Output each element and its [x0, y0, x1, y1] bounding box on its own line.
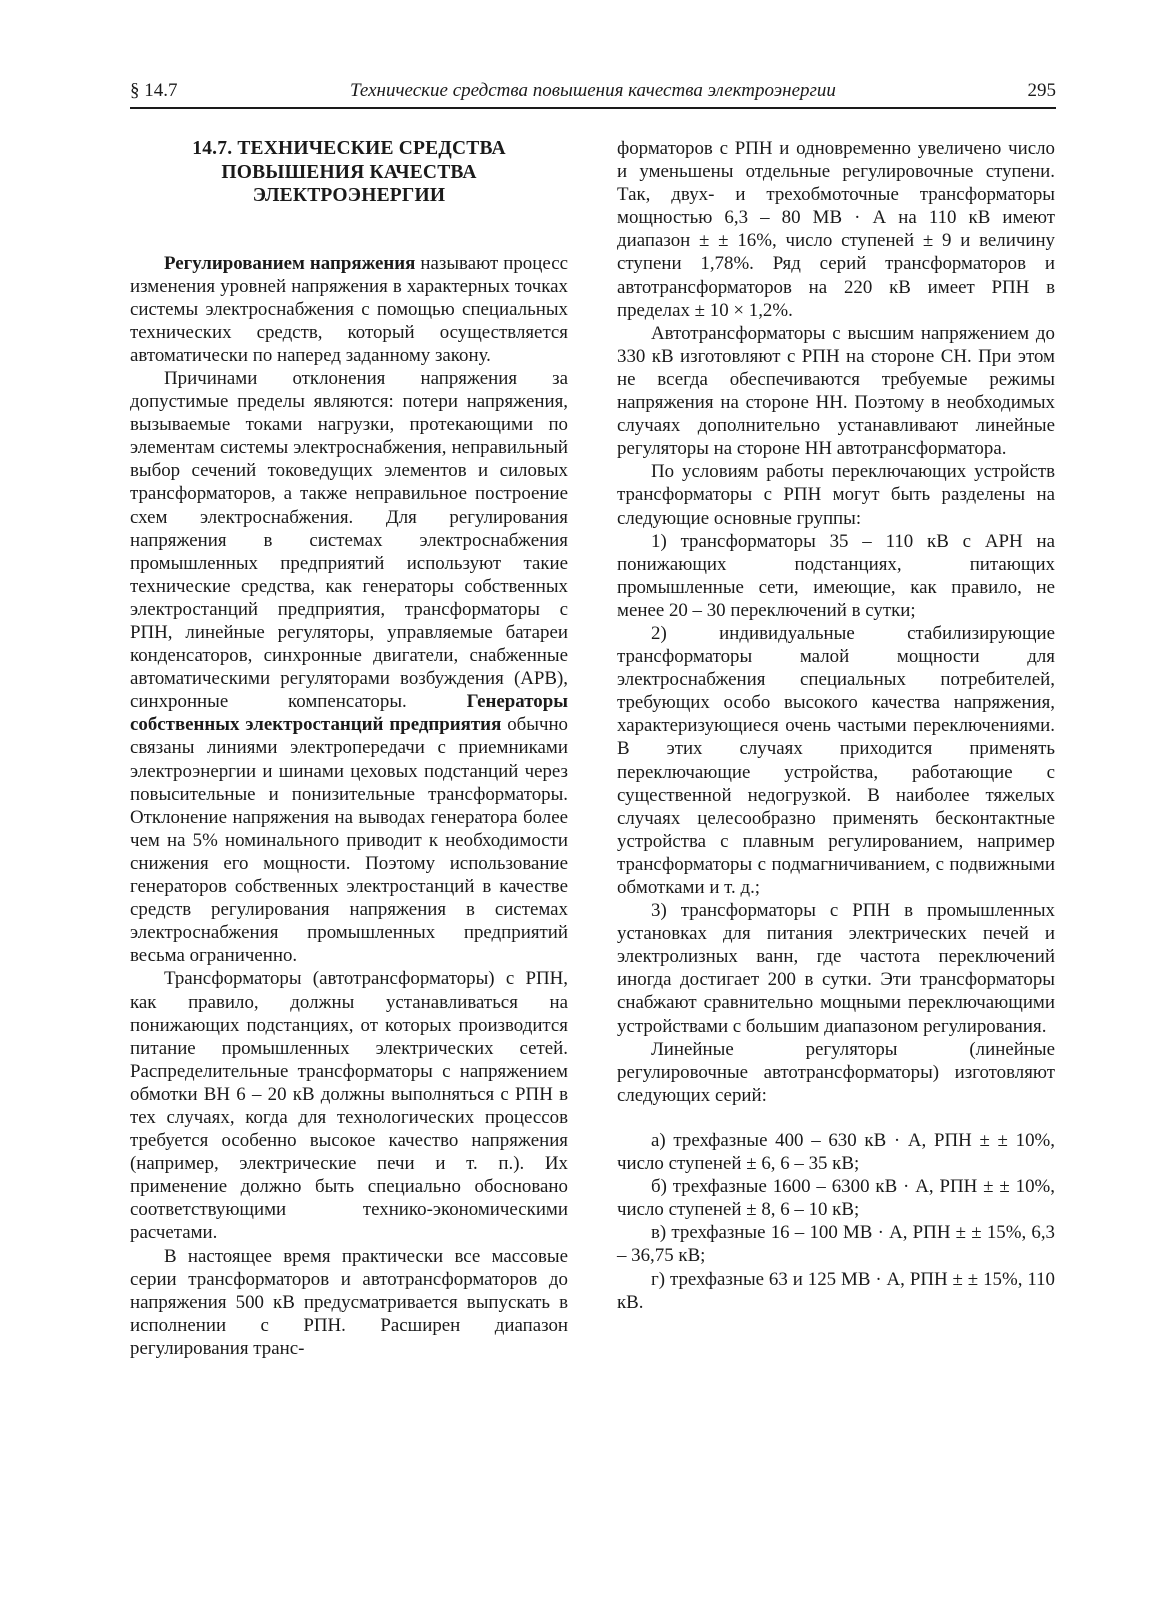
paragraph: Автотрансформаторы с высшим напряжением до 330 кВ изготовляют с РПН на стороне СН. При этом не всегда обеспечиваются требуемые режимы напряжения на стороне НН. Поэтому в необходимых случаях дополнительно устанавливают линейные регуляторы на стороне НН автотрансформатора. — [617, 322, 1055, 460]
paragraph-text: называют процесс изменения уровней напряжения в характерных точках системы электроснабжения с помощью специальных технических средств, который осуществляется автоматически по наперед заданному закону. — [130, 252, 568, 366]
series-list — [617, 1129, 1055, 1314]
paragraph-text: Причинами отклонения напряжения за допустимые пределы являются: потери напряжения, вызываемые токами нагрузки, протекающими по элементам системы электроснабжения, неправильный выбор сечений токоведущих элементов и силовых трансформаторов, а также неправильное построение схем электроснабжения. Для регулирования напряжения в системах электроснабжения промышленных предприятий используют такие технические средства, как генераторы собственных электростанций предприятия, трансформаторы с РПН, линейные регуляторы, управляемые батареи конденсаторов, синхронные двигатели, снабженные автоматическими регуляторами возбуждения (АРВ), синхронные компенсаторы. — [130, 367, 568, 713]
series-item: б) трехфазные 1600 – 6300 кВ · А, РПН ± ± 10%, число ступеней ± 8, 6 – 10 кВ; — [617, 1176, 1055, 1221]
defined-term: Регулированием напряжения — [164, 252, 416, 274]
paragraph-continued: форматоров с РПН и одновременно увеличено число и уменьшены отдельные регулировочные ступени. Так, двух- и трехобмоточные трансформаторы мощностью 6,3 – 80 МВ · А на 110 кВ имеют диапазон ± ± 16%, число ступеней ± 9 и величину ступени 1,78%. Ряд серий трансформаторов и автотрансформаторов на 220 кВ имеет РПН в пределах ± 10 × 1,2%. — [617, 138, 1055, 321]
header-rule — [130, 107, 1056, 109]
series-item: в) трехфазные 16 – 100 МВ · А, РПН ± ± 15%, 6,3 – 36,75 кВ; — [617, 1222, 1055, 1267]
heading-line-2: ПОВЫШЕНИЯ КАЧЕСТВА — [221, 161, 477, 183]
paragraph-text: обычно связаны линиями электропередачи с приемниками электроэнергии и шинами цеховых подстанций через повысительные и понизительные трансформаторы. Отклонение напряжения на выводах генератора более чем на 5% номинального приводит к необходимости снижения его мощности. Поэтому использование генераторов собственных электростанций в качестве средств регулирования напряжения в системах электроснабжения промышленных предприятий весьма ограниченно. — [130, 714, 569, 967]
running-title: Технические средства повышения качества электроэнергии — [350, 80, 836, 101]
paragraph — [130, 252, 568, 367]
paragraph: В настоящее время практически все массовые серии трансформаторов и автотрансформаторов до напряжения 500 кВ предусматривается выпускать в исполнении с РПН. Расширен диапазон регулирования транс- — [130, 1245, 568, 1359]
left-column — [130, 137, 568, 1360]
paragraph: По условиям работы переключающих устройств трансформаторы с РПН могут быть разделены на следующие основные группы: — [617, 461, 1055, 529]
list-item: 3) трансформаторы с РПН в промышленных установках для питания электрических печей и электролизных ванн, где частота переключений иногда достигает 200 в сутки. Эти трансформаторы снабжают сравнительно мощными переключающими устройствами с большим диапазоном регулирования. — [617, 900, 1055, 1037]
paragraph: Линейные регуляторы (линейные регулировочные автотрансформаторы) изготовляют следующих серий: — [617, 1038, 1055, 1106]
list-item: 2) индивидуальные стабилизирующие трансформаторы малой мощности для электроснабжения специальных потребителей, требующих особо высокого качества напряжения, характеризующиеся очень частыми переключениями. В этих случаях приходится применять переключающие устройства, работающие с существенной недогрузкой. В наиболее тяжелых случаях целесообразно применять бесконтактные устройства с плавным регулированием, например трансформаторы с подмагничиванием, с подвижными обмотками и т. д.; — [617, 622, 1055, 898]
heading-line-3: ЭЛЕКТРОЭНЕРГИИ — [252, 185, 446, 206]
series-item: г) трехфазные 63 и 125 МВ · А, РПН ± ± 15%, 110 кВ. — [617, 1268, 1055, 1313]
list-item: 1) трансформаторы 35 – 110 кВ с АРН на понижающих подстанциях, питающих промышленные сети, имеющие, как правило, не менее 20 – 30 переключений в сутки; — [617, 530, 1055, 621]
defined-term: Генераторы собственных электростанций предприятия — [130, 691, 568, 736]
paragraph: Трансформаторы (автотрансформаторы) с РПН, как правило, должны устанавливаться на понижающих подстанциях, от которых производится питание промышленных электрических сетей. Распределительные трансформаторы с напряжением обмотки ВН 6 – 20 кВ должны выполняться с РПН в тех случаях, когда для технологических процессов требуется особенно высокое качество напряжения (например, электрические печи и т. п.). Их применение должно быть специально обосновано соответствующими технико-экономическими расчетами. — [130, 968, 568, 1244]
section-number: § 14.7 — [130, 80, 178, 101]
right-column — [617, 137, 1055, 1314]
paragraph — [130, 367, 568, 967]
running-header — [130, 80, 1056, 110]
page-number: 295 — [1027, 80, 1056, 101]
section-heading — [130, 137, 568, 208]
series-item: а) трехфазные 400 – 630 кВ · А, РПН ± ± 10%, число ступеней ± 6, 6 – 35 кВ; — [617, 1129, 1055, 1175]
heading-line-1: 14.7. ТЕХНИЧЕСКИЕ СРЕДСТВА — [192, 138, 506, 159]
